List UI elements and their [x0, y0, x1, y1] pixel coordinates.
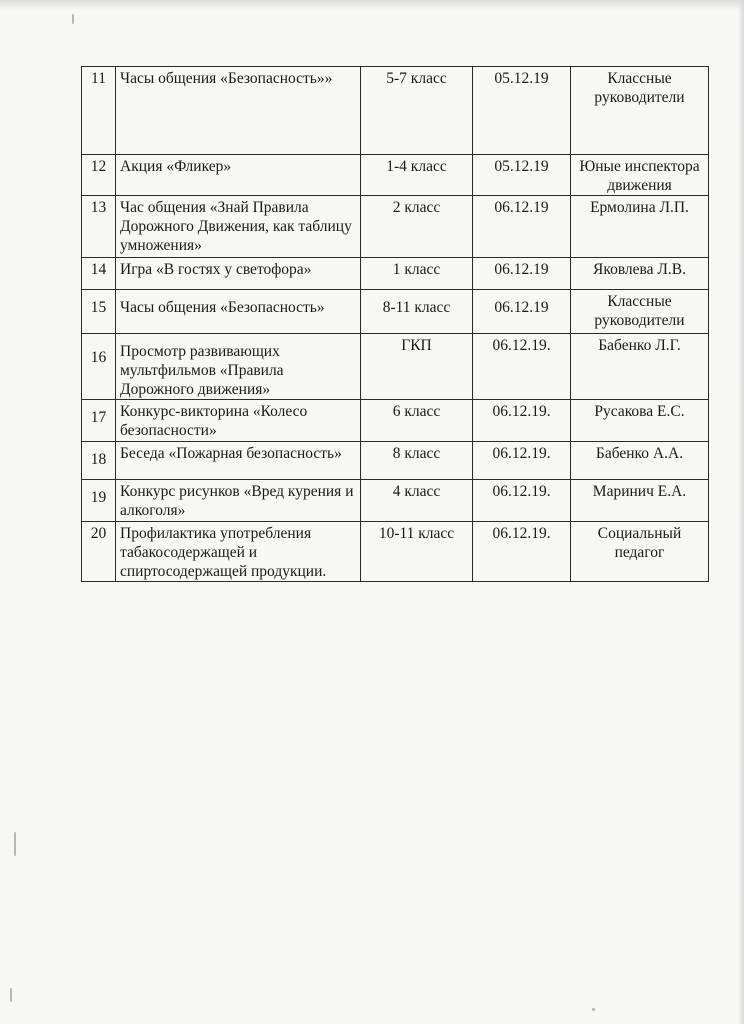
event-responsible: Социальный педагог	[571, 522, 709, 582]
table-row	[82, 442, 709, 480]
table-row	[82, 522, 709, 582]
events-table	[81, 66, 709, 582]
row-number: 19	[82, 480, 116, 522]
event-date: 06.12.19.	[473, 400, 571, 442]
table-row	[82, 400, 709, 442]
row-number: 11	[82, 67, 116, 155]
event-grade: 8-11 класс	[361, 290, 473, 334]
event-grade: 2 класс	[361, 196, 473, 258]
event-date: 06.12.19	[473, 196, 571, 258]
event-date: 06.12.19	[473, 290, 571, 334]
event-grade: 8 класс	[361, 442, 473, 480]
table-row	[82, 334, 709, 400]
event-responsible: Русакова Е.С.	[571, 400, 709, 442]
event-grade: ГКП	[361, 334, 473, 400]
row-number: 16	[82, 334, 116, 400]
scan-speck	[592, 1008, 595, 1011]
event-name: Игра «В гостях у светофора»	[116, 258, 361, 290]
event-responsible: Классные руководители	[571, 290, 709, 334]
event-grade: 10-11 класс	[361, 522, 473, 582]
table-row	[82, 67, 709, 155]
row-number: 20	[82, 522, 116, 582]
event-responsible: Маринич Е.А.	[571, 480, 709, 522]
row-number: 13	[82, 196, 116, 258]
event-name: Акция «Фликер»	[116, 155, 361, 196]
event-name: Беседа «Пожарная безопасность»	[116, 442, 361, 480]
scan-speck	[10, 988, 12, 1002]
event-date: 06.12.19.	[473, 480, 571, 522]
event-date: 06.12.19.	[473, 522, 571, 582]
scan-speck	[14, 832, 16, 856]
table-row	[82, 290, 709, 334]
event-name: Часы общения «Безопасность»	[116, 290, 361, 334]
event-responsible: Ермолина Л.П.	[571, 196, 709, 258]
event-date: 05.12.19	[473, 155, 571, 196]
scan-speck	[72, 14, 74, 24]
event-responsible: Бабенко Л.Г.	[571, 334, 709, 400]
event-date: 05.12.19	[473, 67, 571, 155]
row-number: 17	[82, 400, 116, 442]
event-responsible: Классные руководители	[571, 67, 709, 155]
event-grade: 6 класс	[361, 400, 473, 442]
event-date: 06.12.19.	[473, 334, 571, 400]
event-name: Просмотр развивающих мультфильмов «Правила Дорожного движения»	[116, 334, 361, 400]
event-name: Час общения «Знай Правила Дорожного Движения, как таблицу умножения»	[116, 196, 361, 258]
table-row	[82, 196, 709, 258]
event-name: Профилактика употребления табакосодержащей и спиртосодержащей продукции.	[116, 522, 361, 582]
scan-edge-top	[0, 0, 744, 10]
event-responsible: Юные инспектора движения	[571, 155, 709, 196]
event-name: Часы общения «Безопасность»»	[116, 67, 361, 155]
event-responsible: Бабенко А.А.	[571, 442, 709, 480]
scan-edge-right	[738, 0, 744, 1024]
event-date: 06.12.19	[473, 258, 571, 290]
row-number: 12	[82, 155, 116, 196]
table-row	[82, 155, 709, 196]
event-grade: 4 класс	[361, 480, 473, 522]
row-number: 14	[82, 258, 116, 290]
row-number: 15	[82, 290, 116, 334]
event-grade: 1-4 класс	[361, 155, 473, 196]
table-row	[82, 258, 709, 290]
event-responsible: Яковлева Л.В.	[571, 258, 709, 290]
row-number: 18	[82, 442, 116, 480]
event-name: Конкурс-викторина «Колесо безопасности»	[116, 400, 361, 442]
event-grade: 5-7 класс	[361, 67, 473, 155]
event-grade: 1 класс	[361, 258, 473, 290]
event-date: 06.12.19.	[473, 442, 571, 480]
event-name: Конкурс рисунков «Вред курения и алкоголя»	[116, 480, 361, 522]
table-row	[82, 480, 709, 522]
